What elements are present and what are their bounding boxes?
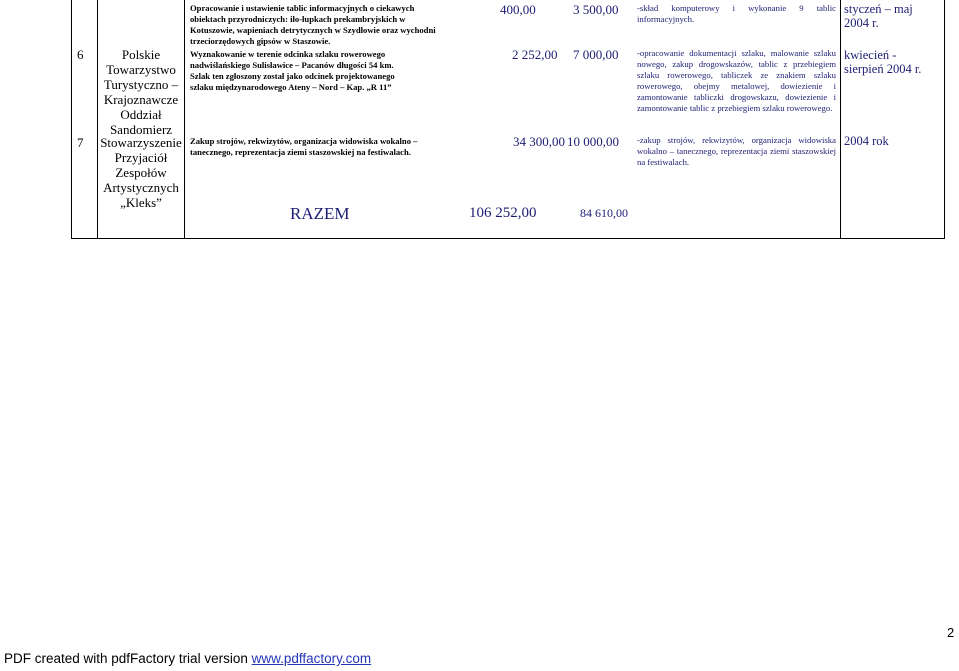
row-6-organization: Polskie Towarzystwo Turystyczno – Krajoznawcze Oddział Sandomierz xyxy=(103,47,179,137)
row-6-amount-grant: 7 000,00 xyxy=(573,47,619,62)
row-1-amount-own: 400,00 xyxy=(500,2,536,17)
table-border-col-4 xyxy=(840,0,841,239)
row-7-number: 7 xyxy=(77,135,84,150)
pdf-footer xyxy=(4,651,371,666)
row-1-description: Opracowanie i ustawienie tablic informacyjnych o ciekawych obiektach przyrodniczych: iło-łupkach prekambryjskich w Kotuszowie, wapieniach detrytycznych w Szydłowie oraz wychodni trzeciorzędowych gipsów w Staszowie. xyxy=(190,3,436,46)
row-6-details: -opracowanie dokumentacji szlaku, malowanie szlaku nowego, zakup drogowskazów, tablic z przebiegiem szlaku rowerowego, tabliczek ze znakiem szlaku rowerowego, obejmy metalowej, dowiezienie i zamontowanie tabliczki drogowskazu, dowiezienie i zamontowanie tablic z przebiegiem szlaku rowerowego. xyxy=(637,48,836,114)
row-7-details: -zakup strojów, rekwizytów, organizacja widowiska wokalno – tanecznego, reprezentacja ziemi staszowskiej na festiwalach. xyxy=(637,135,836,168)
table-border-col-3 xyxy=(184,0,185,239)
summary-label: RAZEM xyxy=(290,204,350,223)
footer-text: PDF created with pdfFactory trial version xyxy=(4,651,252,666)
row-7-organization: Stowarzyszenie Przyjaciół Zespołów Artystycznych „Kleks” xyxy=(100,135,182,210)
row-1-term: styczeń – maj 2004 r. xyxy=(844,2,913,30)
row-7-term: 2004 rok xyxy=(844,134,889,148)
row-7-description: Zakup strojów, rekwizytów, organizacja widowiska wokalno – tanecznego, reprezentacja ziemi staszowskiej na festiwalach. xyxy=(190,136,418,157)
table-border-right xyxy=(944,0,945,239)
row-1-details: -skład komputerowy i wykonanie 9 tablic informacyjnych. xyxy=(637,3,836,25)
summary-total-grant: 84 610,00 xyxy=(580,206,628,220)
row-6-description: Wyznakowanie w terenie odcinka szlaku rowerowego nadwiślańskiego Sulisławice – Pacanów długości 54 km. Szlak ten zgłoszony został jako odcinek projektowanego szlaku międzynarodowego Ateny – Nord – Kap. „R 11” xyxy=(190,49,395,92)
table-border-left xyxy=(71,0,72,239)
page-number: 2 xyxy=(947,625,955,640)
row-7-amount-own: 34 300,00 xyxy=(513,134,565,149)
table-border-bottom xyxy=(71,238,945,239)
row-7-amount-grant: 10 000,00 xyxy=(567,134,619,149)
row-6-amount-own: 2 252,00 xyxy=(512,47,558,62)
row-6-number: 6 xyxy=(77,47,84,62)
row-1-amount-grant: 3 500,00 xyxy=(573,2,619,17)
summary-total-own: 106 252,00 xyxy=(469,205,537,221)
row-6-term: kwiecień - sierpień 2004 r. xyxy=(844,48,922,76)
footer-link[interactable]: www.pdffactory.com xyxy=(251,651,372,666)
